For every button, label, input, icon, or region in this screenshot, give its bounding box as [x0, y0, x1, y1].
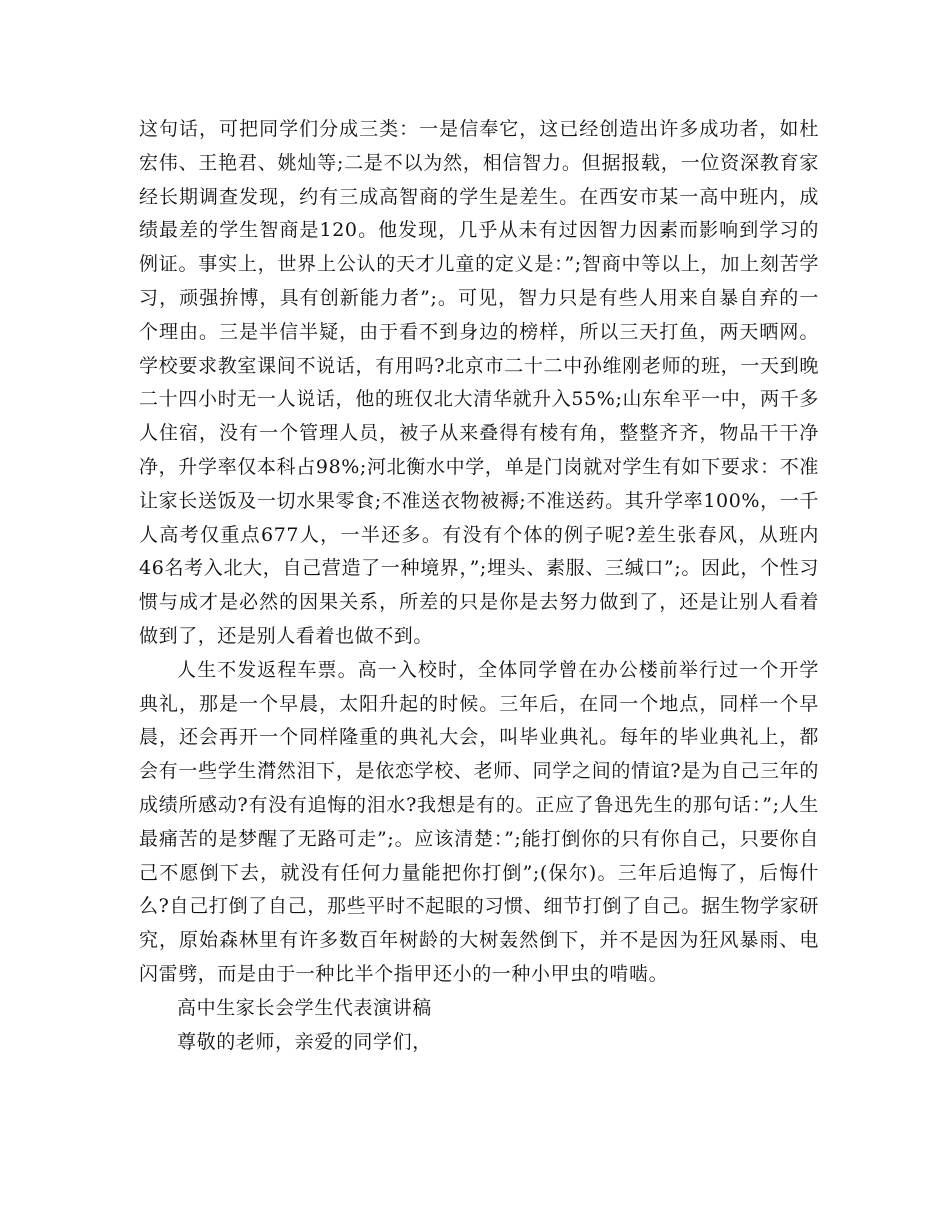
document-body: [139, 113, 819, 1059]
paragraph-2: 人生不发返程车票。高一入校时，全体同学曾在办公楼前举行过一个开学典礼，那是一个早晨，太阳升起的时候。三年后，在同一个地点，同样一个早晨，还会再开一个同样隆重的典礼大会，叫毕业典礼。每年的毕业典礼上，都会有一些学生潸然泪下，是依恋学校、老师、同学之间的情谊?是为自己三年的成绩所感动?有没有追悔的泪水?我想是有的。正应了鲁迅先生的那句话：”;人生最痛苦的是梦醒了无路可走”;。应该清楚：”;能打倒你的只有你自己，只要你自己不愿倒下去，就没有任何力量能把你打倒”;(保尔)。三年后追悔了，后悔什么?自己打倒了自己，那些平时不起眼的习惯、细节打倒了自己。据生物学家研究，原始森林里有许多数百年树龄的大树轰然倒下，并不是因为狂风暴雨、电闪雷劈，而是由于一种比半个指甲还小的一种小甲虫的啃啮。: [139, 658, 819, 985]
salutation: 尊敬的老师，亲爱的同学们，: [177, 1030, 432, 1053]
speech-title: 高中生家长会学生代表演讲稿: [177, 996, 432, 1019]
paragraph-1: 这句话，可把同学们分成三类：一是信奉它，这已经创造出许多成功者，如杜宏伟、王艳君、姚灿等;二是不以为然，相信智力。但据报载，一位资深教育家经长期调查发现，约有三成高智商的学生是差生。在西安市某一高中班内，成绩最差的学生智商是120。他发现，几乎从未有过因智力因素而影响到学习的例证。事实上，世界上公认的天才儿童的定义是：”;智商中等以上，加上刻苦学习，顽强拚博，具有创新能力者”;。可见，智力只是有些人用来自暴自弃的一个理由。三是半信半疑，由于看不到身边的榜样，所以三天打鱼，两天晒网。学校要求教室课间不说话，有用吗?北京市二十二中孙维刚老师的班，一天到晚二十四小时无一人说话，他的班仅北大清华就升入55%;山东牟平一中，两千多人住宿，没有一个管理人员，被子从来叠得有棱有角，整整齐齐，物品干干净净，升学率仅本科占98%;河北衡水中学，单是门岗就对学生有如下要求：不准让家长送饭及一切水果零食;不准送衣物被褥;不准送药。其升学率100%，一千人高考仅重点677人，一半还多。有没有个体的例子呢?差生张春风，从班内46名考入北大，自己营造了一种境界，”;埋头、素服、三缄口”;。因此，个性习惯与成才是必然的因果关系，所差的只是你是去努力做到了，还是让别人看着做到了，还是别人看着也做不到。: [139, 118, 819, 647]
